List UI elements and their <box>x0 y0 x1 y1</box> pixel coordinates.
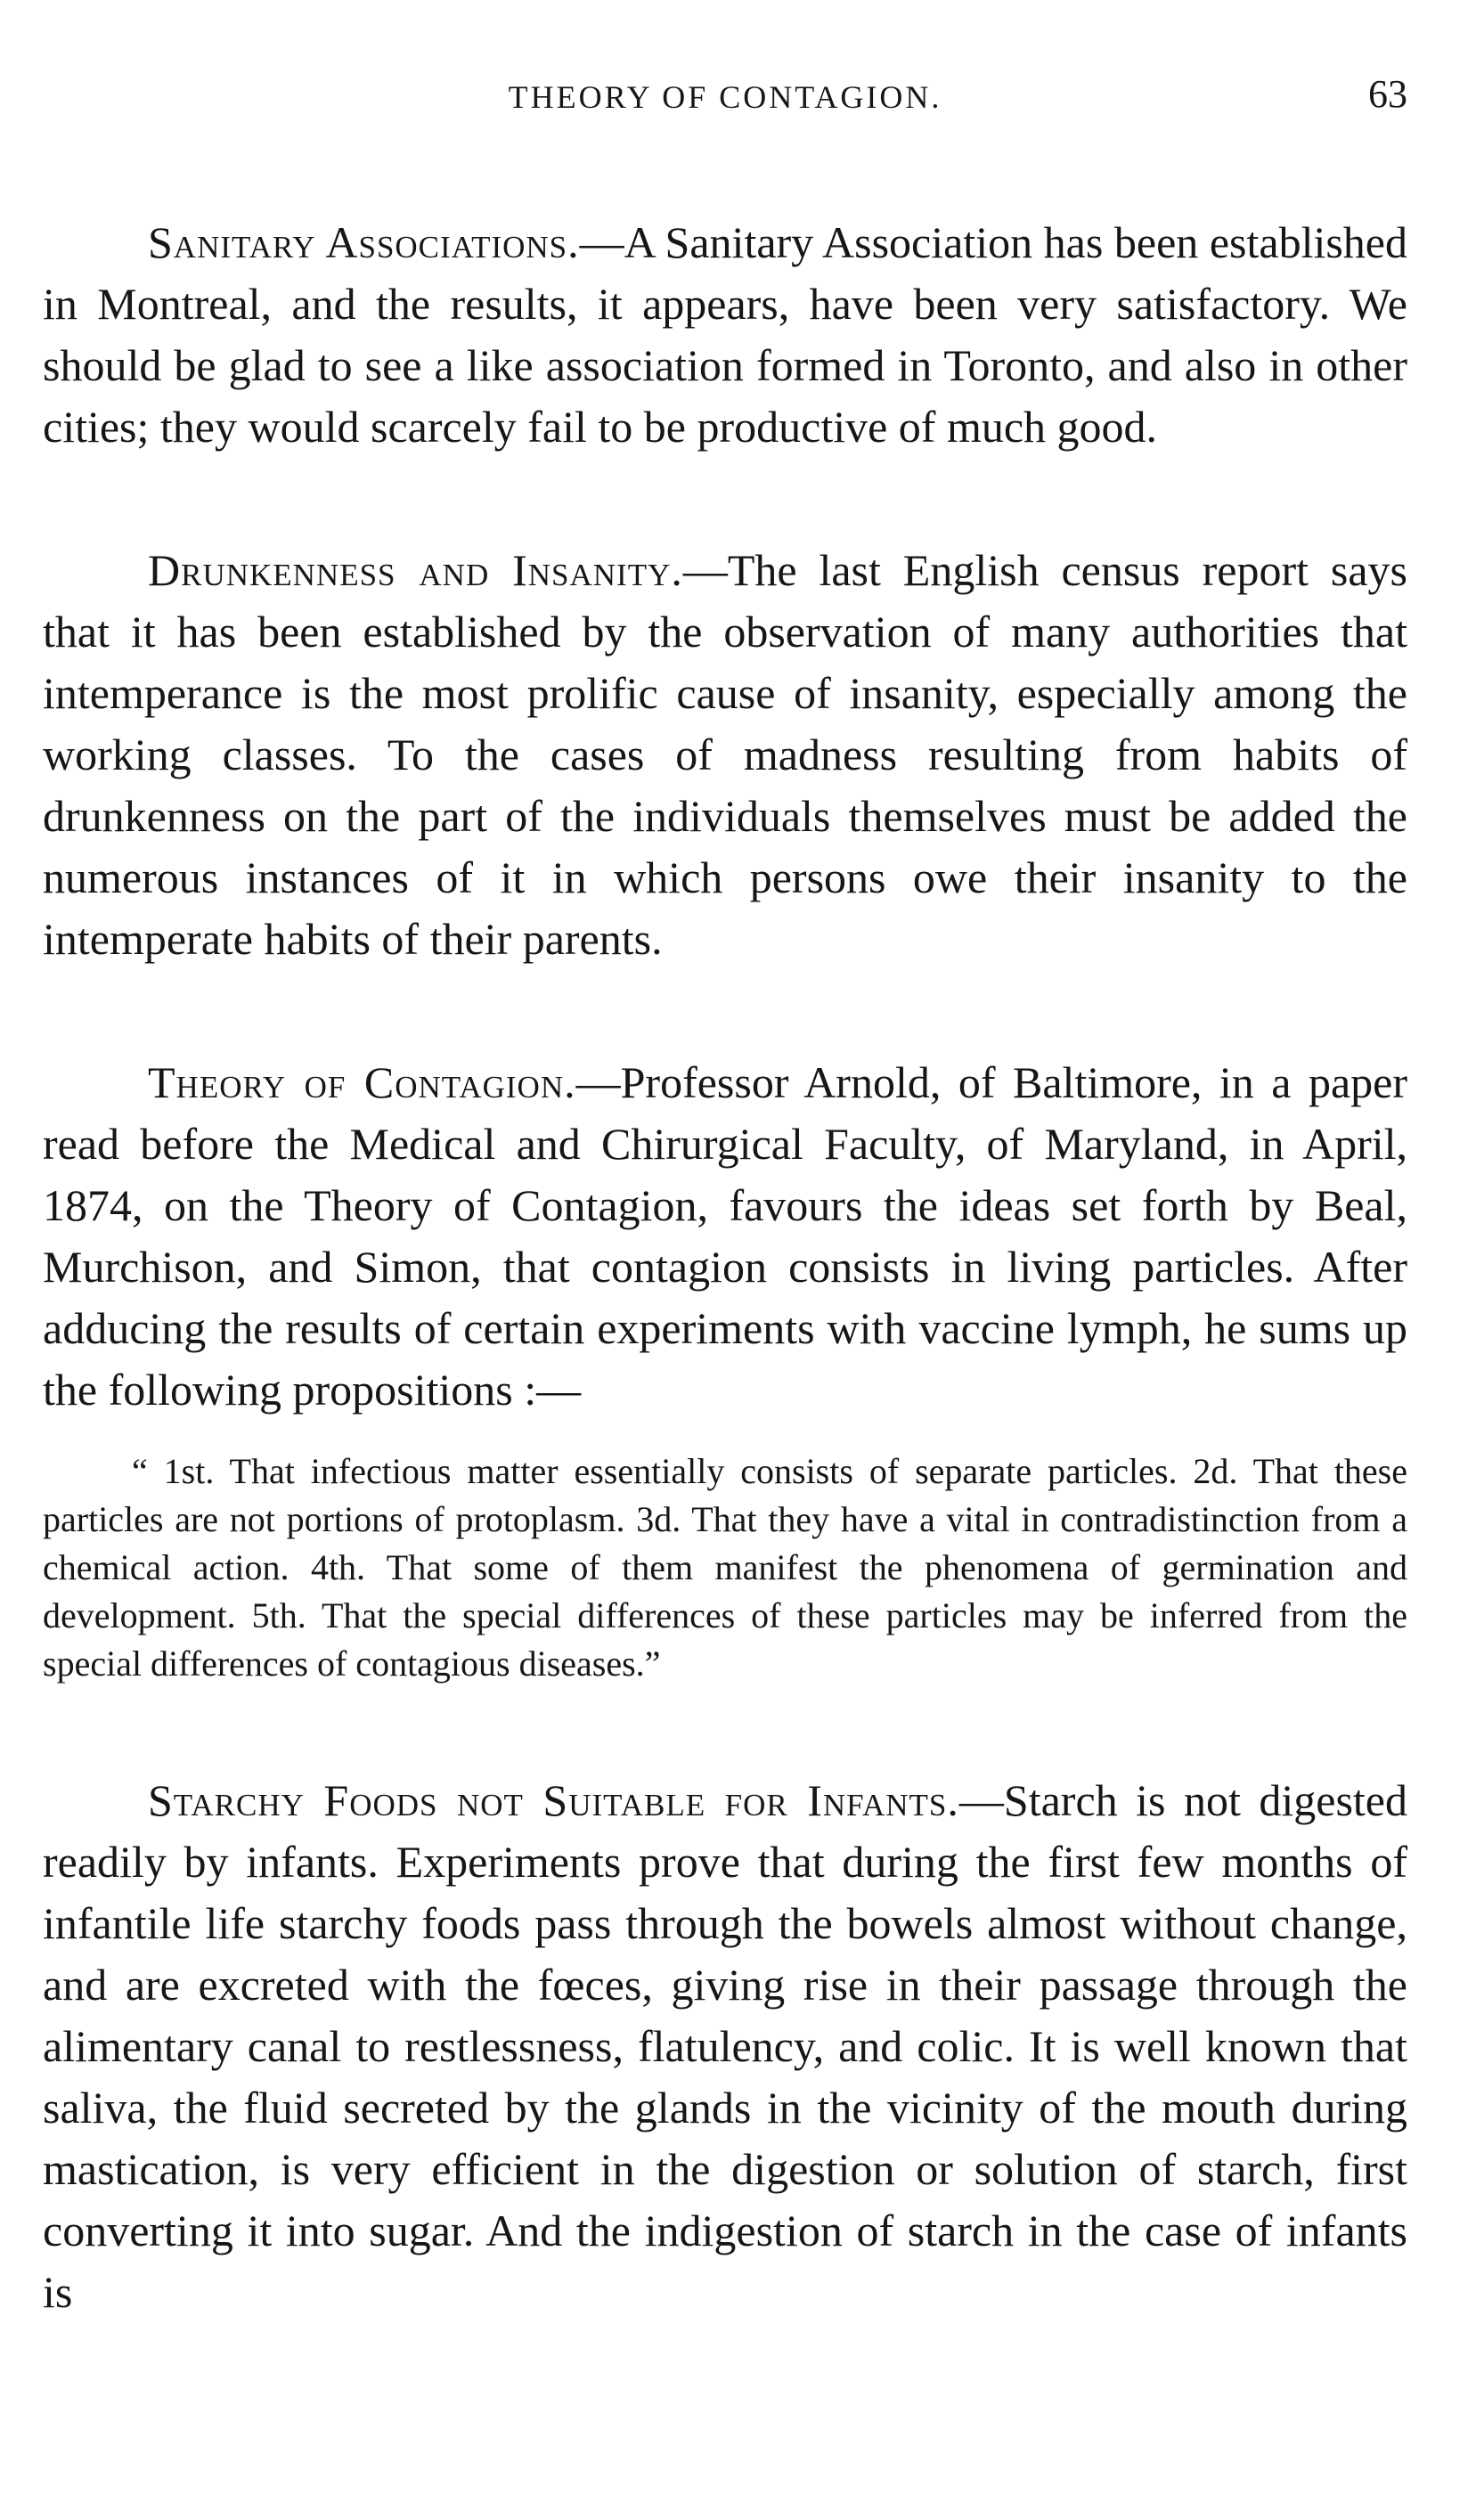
paragraph <box>43 1052 1407 1421</box>
paragraph <box>43 212 1407 458</box>
paragraph <box>43 1770 1407 2323</box>
heading-dash: — <box>575 1057 621 1107</box>
paragraph <box>43 540 1407 970</box>
heading-dash: — <box>682 545 728 595</box>
section-heading: Sanitary Associations. <box>148 217 580 267</box>
section-heading: Drunkenness and Insanity. <box>148 545 683 595</box>
section-body: Starch is not digested readily by infants. Experiments prove that during the first few months of infantile life starchy foods pass through the bowels almost without change, and are excreted with the fœces, giving rise in their passage through the alimentary canal to restlessness, flatulency, and colic. It is well known that saliva, the fluid secreted by the glands in the vicinity of the mouth during mastication, is very efficient in the digestion or solution of starch, first converting it into sugar. And the indigestion of starch in the case of infants is <box>43 1775 1408 2317</box>
section-theory-of-contagion <box>43 1052 1407 1688</box>
section-sanitary-associations <box>43 212 1407 458</box>
section-starchy-foods <box>43 1770 1407 2323</box>
section-body: The last English census report says that it has been established by the observation of many authorities that intemperance is the most prolific cause of insanity, especially among the working classes. To the cases of madness resulting from habits of drunkenness on the part of the individuals themselves must be added the numerous instances of it in which persons owe their insanity to the intemperate habits of their parents. <box>43 545 1407 964</box>
section-body: A Sanitary Association has been established in Montreal, and the results, it appears, have been very satisfactory. We should be glad to see a like association formed in Toronto, and also in other cities; they would scarcely fail to be productive of much good. <box>43 217 1407 452</box>
section-heading: Starchy Foods not Suitable for Infants. <box>148 1775 959 1825</box>
section-body: Professor Arnold, of Baltimore, in a paper read before the Medical and Chirurgical Faculty, of Maryland, in April, 1874, on the Theory of Contagion, favours the ideas set forth by Beal, Murchison, and Simon, that contagion consists in living particles. After adducing the results of certain experiments with vaccine lymph, he sums up the following propositions :— <box>43 1057 1407 1415</box>
running-head <box>43 71 1407 134</box>
page-number: 63 <box>1368 72 1407 116</box>
block-quote: “ 1st. That infectious matter essentially consists of separate particles. 2d. That these particles are not portions of protoplasm. 3d. That they have a vital in contradistinction from a chemical action. 4th. That some of them manifest the phenomena of germination and development. 5th. That the special differences of these particles may be inferred from the special differences of contagious diseases.” <box>43 1451 1407 1684</box>
heading-dash: — <box>579 217 624 267</box>
running-title: THEORY OF CONTAGION. <box>508 79 942 115</box>
book-page <box>43 71 1407 2405</box>
section-heading: Theory of Contagion. <box>148 1057 576 1107</box>
section-drunkenness-and-insanity <box>43 540 1407 970</box>
heading-dash: — <box>958 1775 1004 1825</box>
